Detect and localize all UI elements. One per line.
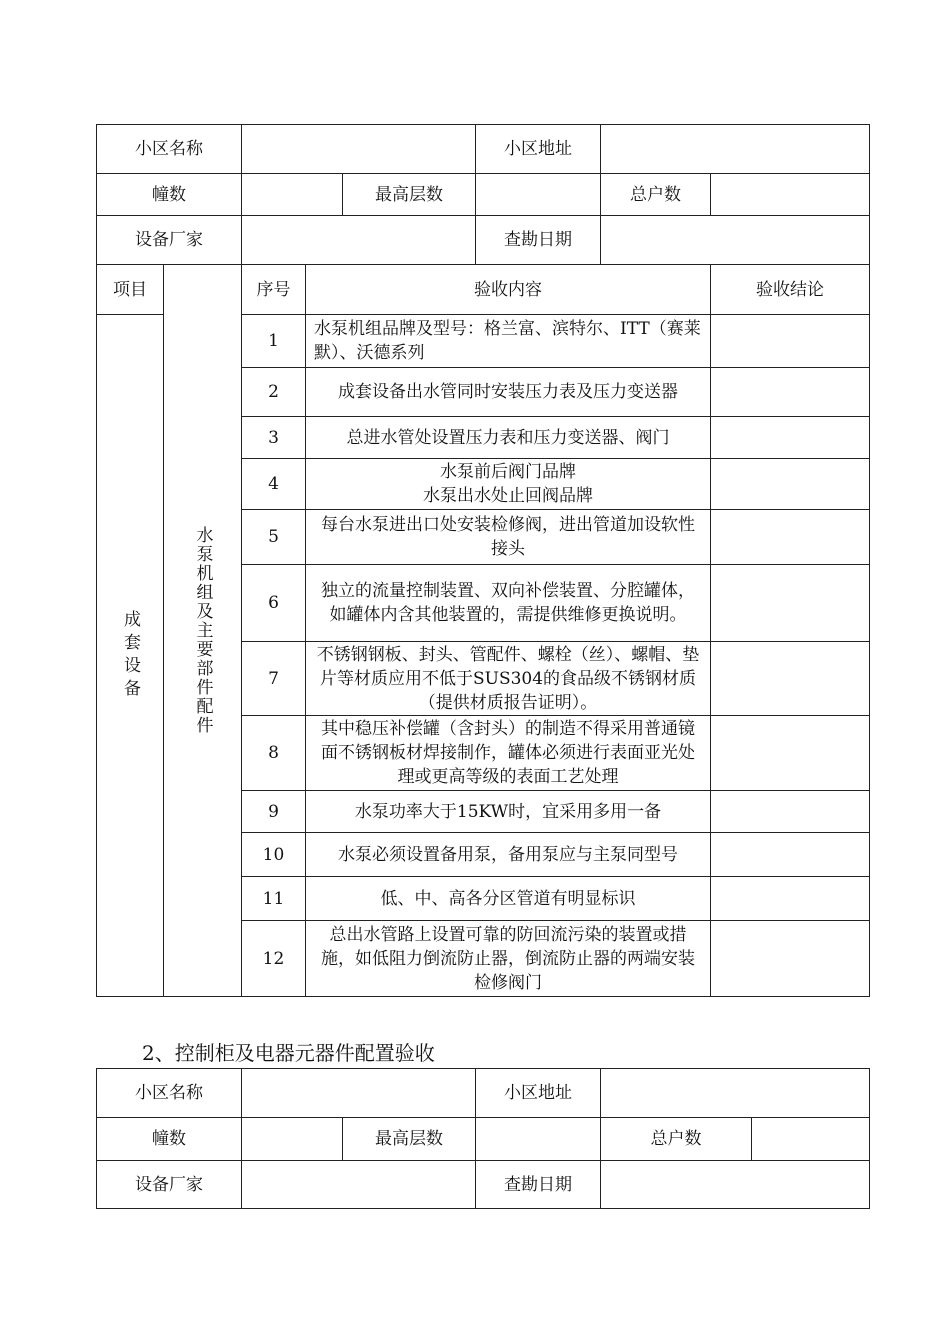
row-conclusion[interactable] [711,877,870,921]
row-conclusion[interactable] [711,510,870,565]
community-address-value[interactable] [601,1069,870,1118]
info-row-2 [97,174,870,216]
row-seq: 1 [242,315,306,368]
subgroup-cell [164,265,242,997]
row-content: 其中稳压补偿罐（含封头）的制造不得采用普通镜面不锈钢板材焊接制作，罐体必须进行表面亚光处理或更高等级的表面工艺处理 [306,716,711,791]
row-content: 不锈钢钢板、封头、管配件、螺栓（丝）、螺帽、垫片等材质应用不低于SUS304的食品级不锈钢材质（提供材质报告证明）。 [306,642,711,716]
building-count-value[interactable] [242,1118,343,1161]
row-seq: 2 [242,368,306,417]
max-floors-label: 最高层数 [343,1118,476,1161]
row-content: 水泵机组品牌及型号：格兰富、滨特尔、ITT（赛莱默）、沃德系列 [306,315,711,368]
row-seq: 7 [242,642,306,716]
row-content: 每台水泵进出口处安装检修阀，进出管道加设软性接头 [306,510,711,565]
info-row-1 [97,1069,870,1118]
col-conclusion-header: 验收结论 [711,265,870,315]
building-count-label: 幢数 [97,174,242,216]
row-conclusion[interactable] [711,921,870,997]
row-conclusion[interactable] [711,315,870,368]
community-address-label: 小区地址 [476,125,601,174]
manufacturer-label: 设备厂家 [97,1161,242,1209]
row-conclusion[interactable] [711,833,870,877]
row-content: 水泵必须设置备用泵，备用泵应与主泵同型号 [306,833,711,877]
max-floors-value[interactable] [476,174,601,216]
group-cell [97,315,164,997]
info-row-3 [97,216,870,265]
row-seq: 11 [242,877,306,921]
community-address-value[interactable] [601,125,870,174]
col-seq-header: 序号 [242,265,306,315]
row-content: 总进水管处设置压力表和压力变送器、阀门 [306,417,711,459]
manufacturer-value[interactable] [242,216,476,265]
row-conclusion[interactable] [711,417,870,459]
total-households-label: 总户数 [601,174,711,216]
row-conclusion[interactable] [711,565,870,642]
row-conclusion[interactable] [711,791,870,833]
community-name-label: 小区名称 [97,1069,242,1118]
community-name-label: 小区名称 [97,125,242,174]
acceptance-table-1 [96,124,870,997]
survey-date-label: 查勘日期 [476,1161,601,1209]
col-item-header: 项目 [97,265,164,315]
acceptance-table-2 [96,1068,870,1209]
row-seq: 5 [242,510,306,565]
row-content: 独立的流量控制装置、双向补偿装置、分腔罐体，如罐体内含其他装置的，需提供维修更换说明。 [306,565,711,642]
row-content: 总出水管路上设置可靠的防回流污染的装置或措施，如低阻力倒流防止器，倒流防止器的两端安装检修阀门 [306,921,711,997]
column-header-row [97,265,870,315]
manufacturer-value[interactable] [242,1161,476,1209]
building-count-value[interactable] [242,174,343,216]
row-content: 低、中、高各分区管道有明显标识 [306,877,711,921]
row-seq: 12 [242,921,306,997]
row-seq: 9 [242,791,306,833]
survey-date-label: 查勘日期 [476,216,601,265]
total-households-label: 总户数 [601,1118,752,1161]
max-floors-value[interactable] [476,1118,601,1161]
row-conclusion[interactable] [711,642,870,716]
row-seq: 3 [242,417,306,459]
row-content: 水泵前后阀门品牌 水泵出水处止回阀品牌 [306,459,711,510]
info-row-3 [97,1161,870,1209]
row-seq: 10 [242,833,306,877]
building-count-label: 幢数 [97,1118,242,1161]
row-conclusion[interactable] [711,716,870,791]
row-seq: 6 [242,565,306,642]
total-households-value[interactable] [711,174,870,216]
max-floors-label: 最高层数 [343,174,476,216]
info-row-2 [97,1118,870,1161]
info-row-1 [97,125,870,174]
section-2-title: 2、控制柜及电器元器件配置验收 [142,1041,435,1065]
row-conclusion[interactable] [711,459,870,510]
survey-date-value[interactable] [601,216,870,265]
community-name-value[interactable] [242,125,476,174]
row-content: 水泵功率大于15KW时，宜采用多用一备 [306,791,711,833]
total-households-value[interactable] [752,1118,870,1161]
community-address-label: 小区地址 [476,1069,601,1118]
community-name-value[interactable] [242,1069,476,1118]
group-label: 成套设备 [120,609,140,702]
row-content: 成套设备出水管同时安装压力表及压力变送器 [306,368,711,417]
row-seq: 4 [242,459,306,510]
row-seq: 8 [242,716,306,791]
survey-date-value[interactable] [601,1161,870,1209]
row-conclusion[interactable] [711,368,870,417]
col-content-header: 验收内容 [306,265,711,315]
subgroup-label: 水泵机组及主要部件配件 [192,526,213,735]
manufacturer-label: 设备厂家 [97,216,242,265]
